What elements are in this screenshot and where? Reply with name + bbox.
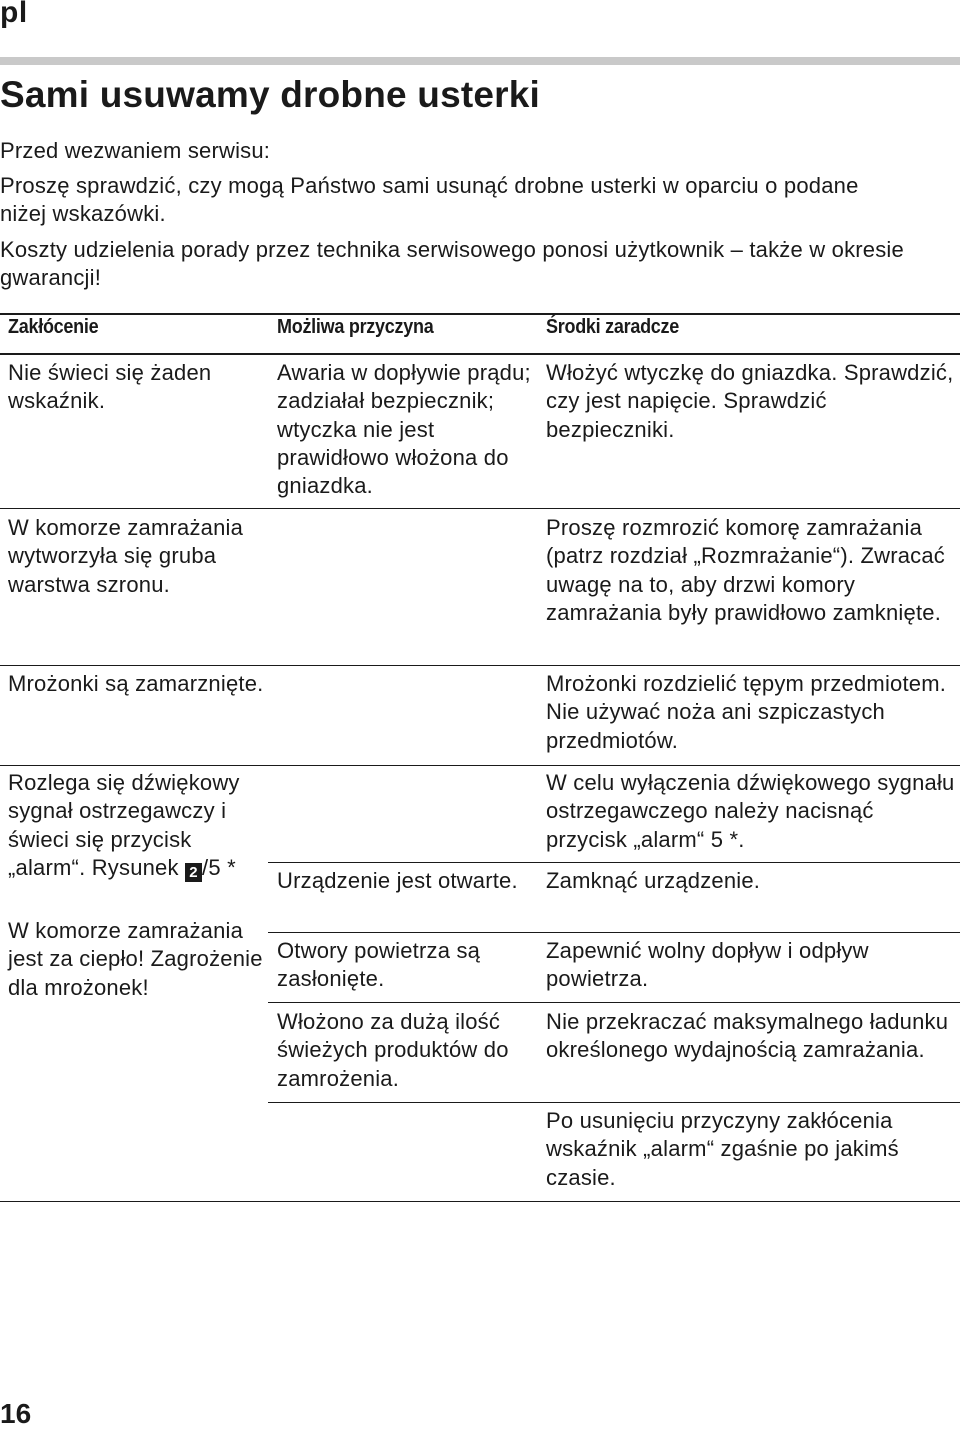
page-title: Sami usuwamy drobne usterki (0, 74, 541, 115)
row-2-fault: W komorze zamrażania wytworzyła się gruba warstwa szronu. (8, 515, 244, 597)
figure-reference-label: Rysunek (91, 854, 179, 880)
column-header-fault: Zakłócenie (8, 316, 99, 338)
row-4-sub-3-remedy: Nie przekraczać maksymalnego ładunku określonego wydajnością zamrażania. (546, 1009, 949, 1063)
row-divider (0, 665, 960, 666)
top-rule (0, 57, 960, 65)
language-code: pl (0, 0, 28, 29)
figure-reference-suffix: /5 * (202, 854, 236, 880)
page-number: 16 (0, 1398, 32, 1429)
row-1-fault: Nie świeci się żaden wskaźnik. (8, 360, 212, 414)
table-header-rule (0, 353, 960, 355)
row-4-sub-3-cause: Włożono za dużą ilość świeżych produktów do zamrożenia. (277, 1009, 509, 1091)
sub-row-divider (268, 932, 960, 933)
row-4-sub-1-remedy: Zamknąć urządzenie. (546, 868, 761, 893)
sub-row-divider (268, 1102, 960, 1103)
figure-number-badge: 2 (185, 863, 202, 882)
intro-line-2: Proszę sprawdzić, czy mogą Państwo sami usunąć drobne usterki w oparciu o podane niżej wskazówki. (0, 173, 859, 226)
row-4-sub-1-cause: Urządzenie jest otwarte. (277, 868, 518, 893)
row-1-remedy: Włożyć wtyczkę do gniazdka. Sprawdzić, czy jest napięcie. Sprawdzić bezpieczniki. (546, 360, 954, 442)
table-bottom-rule (0, 1201, 960, 1202)
column-header-cause: Możliwa przyczyna (277, 316, 434, 338)
row-4-fault-a (8, 769, 266, 882)
intro-line-3: Koszty udzielenia porady przez technika serwisowego ponosi użytkownik – także w okresie gwarancji! (0, 237, 904, 290)
column-header-remedy: Środki zaradcze (546, 316, 680, 338)
sub-row-divider (268, 862, 960, 863)
row-2-remedy: Proszę rozmrozić komorę zamrażania (patrz rozdział „Rozmrażanie“). Zwracać uwagę na to, aby drzwi komory zamrażania były prawidłowo zamknięte. (546, 515, 945, 625)
row-3-remedy: Mrożonki rozdzielić tępym przedmiotem. Nie używać noża ani szpiczastych przedmiotów. (546, 671, 947, 753)
row-4-sub-2-remedy: Zapewnić wolny dopływ i odpływ powietrza. (546, 938, 869, 992)
row-4-remedy-main: W celu wyłączenia dźwiękowego sygnału ostrzegawczego należy nacisnąć przycisk „alarm“ 5 *. (546, 770, 955, 852)
row-4-fault-text: Rozlega się dźwiękowy sygnał ostrzegawczy i świeci się przycisk „alarm“. (8, 770, 240, 880)
sub-row-divider (268, 1002, 960, 1003)
row-divider (0, 508, 960, 509)
row-4-sub-2-cause: Otwory powietrza są zasłonięte. (277, 938, 481, 992)
table-top-rule (0, 313, 960, 315)
row-1-cause: Awaria w dopływie prądu; zadziałał bezpiecznik; wtyczka nie jest prawidłowo włożona do gniazdka. (277, 360, 531, 499)
row-4-fault-b: W komorze zamrażania jest za ciepło! Zagrożenie dla mrożonek! (8, 918, 263, 1000)
row-3-fault: Mrożonki są zamarznięte. (8, 671, 264, 696)
row-divider (0, 765, 960, 766)
intro-line-1: Przed wezwaniem serwisu: (0, 138, 271, 163)
row-4-remedy-final: Po usunięciu przyczyny zakłócenia wskaźnik „alarm“ zgaśnie po jakimś czasie. (546, 1108, 899, 1190)
